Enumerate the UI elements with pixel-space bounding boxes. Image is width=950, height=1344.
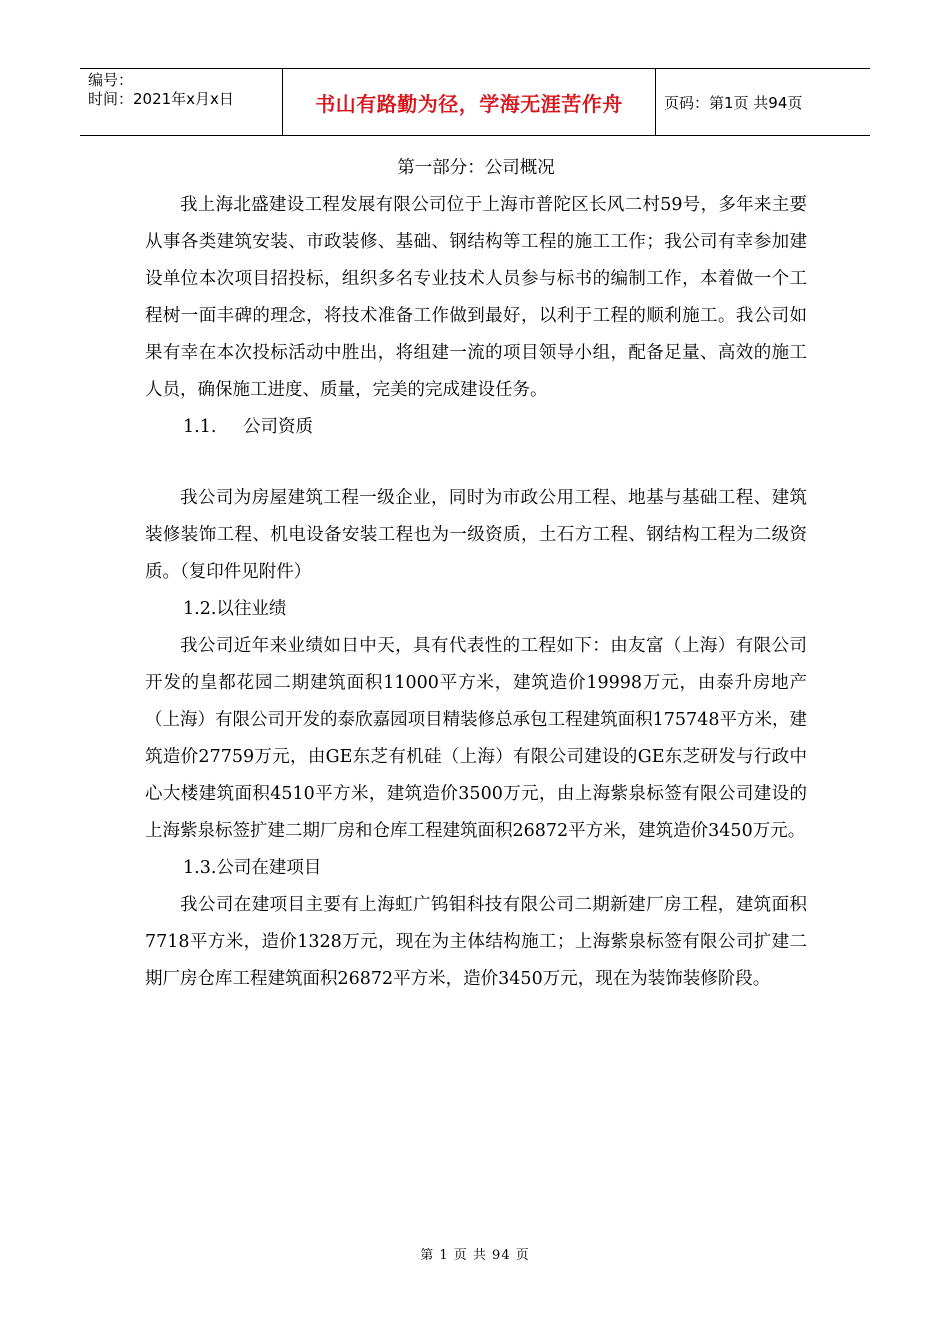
header-number-label: 编号： [88,71,134,89]
intro-paragraph: 我上海北盛建设工程发展有限公司位于上海市普陀区长风二村59号，多年来主要从事各类建筑安装、市政装修、基础、钢结构等工程的施工工作；我公司有幸参加建设单位本次项目招投标，组织多名专业技术人员参与标书的编制工作，本着做一个工程树一面丰碑的理念，将技术准备工作做到最好，以利于工程的顺利施工。我公司如果有幸在本次投标活动中胜出，将组建一流的项目领导小组，配备足量、高效的施工人员，确保施工进度、质量，完美的完成建设任务。 [145,195,807,400]
header-time-label: 时间：2021年x月x日 [88,90,234,108]
subsection-title: 公司资质 [243,417,313,437]
page-footer: 第 1 页 共 94 页 [420,1248,530,1263]
subsection-number: 1.1. [183,417,217,437]
subsection-heading-projects: 1.3.公司在建项目 [183,858,322,878]
projects-paragraph: 我公司在建项目主要有上海虹广钨钼科技有限公司二期新建厂房工程，建筑面积7718平方米，造价1328万元，现在为主体结构施工；上海紫泉标签有限公司扩建二期厂房仓库工程建筑面积26872平方米，造价3450万元，现在为装饰装修阶段。 [145,895,807,989]
page-header [80,68,870,136]
header-page-info: 页码：第1页 共94页 [664,93,803,112]
document-body [145,150,807,998]
header-motto: 书山有路勤为径，学海无涯苦作舟 [282,69,656,135]
qualification-paragraph: 我公司为房屋建筑工程一级企业，同时为市政公用工程、地基与基础工程、建筑装修装饰工程、机电设备安装工程也为一级资质，土石方工程、钢结构工程为二级资质。（复印件见附件） [145,488,807,582]
spacer [145,446,807,480]
subsection-heading-qualification [145,409,807,446]
header-meta [80,69,282,135]
subsection-heading-performance: 1.2.以往业绩 [183,599,287,619]
performance-paragraph: 我公司近年来业绩如日中天，具有代表性的工程如下：由友富（上海）有限公司开发的皇都花园二期建筑面积11000平方米，建筑造价19998万元，由泰升房地产（上海）有限公司开发的泰欣嘉园项目精装修总承包工程建筑面积175748平方米，建筑造价27759万元，由GE东芝有机硅（上海）有限公司建设的GE东芝研发与行政中心大楼建筑面积4510平方米，建筑造价3500万元，由上海紫泉标签有限公司建设的上海紫泉标签扩建二期厂房和仓库工程建筑面积26872平方米，建筑造价3450万元。 [145,636,807,841]
section-title: 第一部分：公司概况 [397,158,555,178]
